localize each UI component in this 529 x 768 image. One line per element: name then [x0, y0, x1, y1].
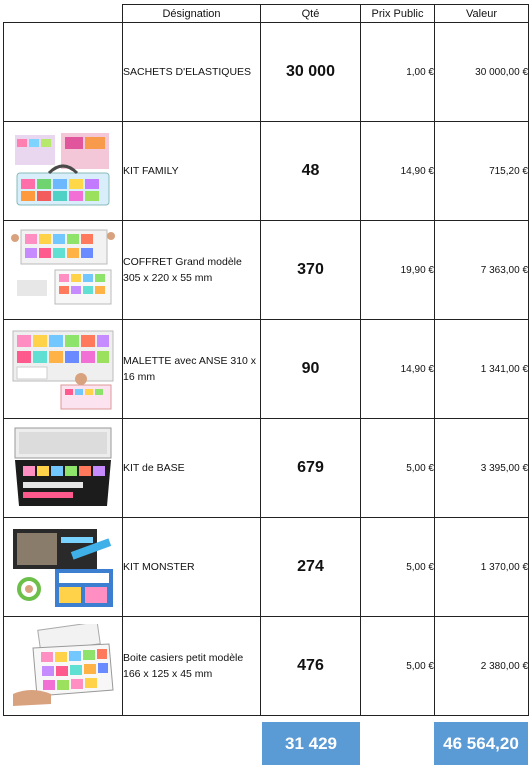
- prix-cell: 1,00 €: [361, 23, 435, 122]
- valeur-cell: 1 370,00 €: [435, 518, 529, 617]
- total-valeur: 46 564,20: [434, 722, 528, 765]
- prix-cell: 14,90 €: [361, 122, 435, 221]
- qty-cell: 30 000: [261, 23, 361, 122]
- product-image-cell: [4, 617, 123, 716]
- table-row: [4, 23, 529, 122]
- table-row: [4, 221, 529, 320]
- valeur-cell: 1 341,00 €: [435, 320, 529, 419]
- prix-cell: 19,90 €: [361, 221, 435, 320]
- boite-casiers-photo: [11, 624, 115, 708]
- malette-photo: [11, 327, 115, 411]
- qty-cell: 476: [261, 617, 361, 716]
- header-image-blank: [4, 5, 123, 23]
- header-designation: Désignation: [123, 5, 261, 23]
- table-row: [4, 518, 529, 617]
- product-image-cell: [4, 122, 123, 221]
- table-row: [4, 320, 529, 419]
- valeur-cell: 7 363,00 €: [435, 221, 529, 320]
- valeur-cell: 2 380,00 €: [435, 617, 529, 716]
- header-row: [4, 5, 529, 23]
- qty-cell: 274: [261, 518, 361, 617]
- valeur-cell: 3 395,00 €: [435, 419, 529, 518]
- header-qty: Qté: [261, 5, 361, 23]
- designation-cell: SACHETS D'ELASTIQUES: [123, 23, 261, 122]
- table-row: [4, 122, 529, 221]
- product-image-cell: [4, 23, 123, 122]
- designation-cell: KIT de BASE: [123, 419, 261, 518]
- product-image-cell: [4, 221, 123, 320]
- kit-monster-photo: [11, 525, 115, 609]
- header-valeur: Valeur: [435, 5, 529, 23]
- qty-cell: 90: [261, 320, 361, 419]
- designation-cell: KIT FAMILY: [123, 122, 261, 221]
- prix-cell: 5,00 €: [361, 419, 435, 518]
- valeur-cell: 715,20 €: [435, 122, 529, 221]
- product-image-cell: [4, 518, 123, 617]
- designation-cell: COFFRET Grand modèle 305 x 220 x 55 mm: [123, 221, 261, 320]
- total-qty: 31 429: [262, 722, 360, 765]
- qty-cell: 679: [261, 419, 361, 518]
- prix-cell: 14,90 €: [361, 320, 435, 419]
- designation-cell: Boite casiers petit modèle 166 x 125 x 45 mm: [123, 617, 261, 716]
- header-prix-public: Prix Public: [361, 5, 435, 23]
- product-image-cell: [4, 320, 123, 419]
- qty-cell: 48: [261, 122, 361, 221]
- table-row: [4, 419, 529, 518]
- coffret-photo: [11, 228, 115, 312]
- qty-cell: 370: [261, 221, 361, 320]
- kit-family-photo: [11, 129, 115, 213]
- inventory-table: [3, 4, 529, 716]
- prix-cell: 5,00 €: [361, 518, 435, 617]
- valeur-cell: 30 000,00 €: [435, 23, 529, 122]
- kit-base-photo: [11, 426, 115, 510]
- table-row: [4, 617, 529, 716]
- prix-cell: 5,00 €: [361, 617, 435, 716]
- designation-cell: MALETTE avec ANSE 310 x 16 mm: [123, 320, 261, 419]
- designation-cell: KIT MONSTER: [123, 518, 261, 617]
- product-image-cell: [4, 419, 123, 518]
